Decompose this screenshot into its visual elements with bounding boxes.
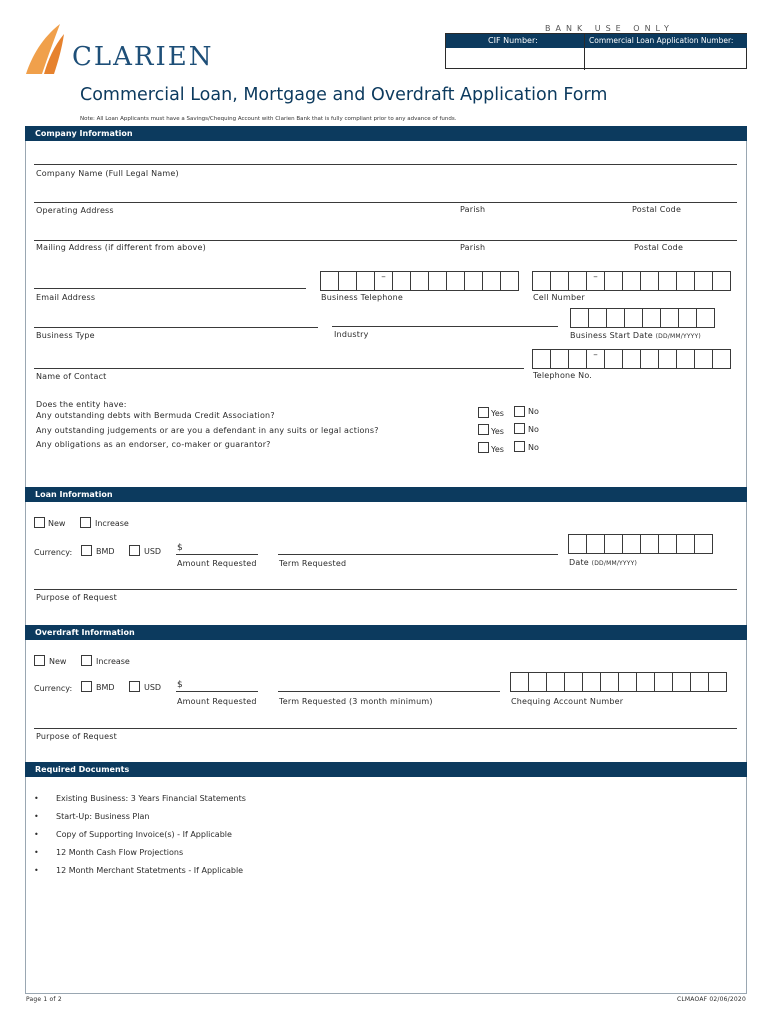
company-name-label: Company Name (Full Legal Name) [36,169,179,178]
brand-name: CLARIEN [72,42,214,72]
document-item-label: Start-Up: Business Plan [56,812,150,821]
bank-use-header: BANK USE ONLY [545,24,674,33]
document-item [34,794,246,803]
document-item-label: Existing Business: 3 Years Financial Statements [56,794,246,803]
document-item-label: 12 Month Merchant Statetments - If Applicable [56,866,244,875]
loan-date-format: (DD/MM/YYYY) [591,560,638,567]
name-of-contact-field[interactable] [34,368,524,369]
loan-dollar-sign: $ [177,543,183,553]
business-telephone-boxes[interactable] [320,271,519,291]
q1-yes-checkbox[interactable] [478,407,489,418]
application-number-label: Commercial Loan Application Number: [589,36,734,45]
email-field[interactable] [34,288,306,289]
business-type-label: Business Type [36,331,95,340]
chequing-account-boxes[interactable] [510,672,727,692]
telephone-dash: – [593,350,598,360]
telephone-no-boxes[interactable] [532,349,731,369]
application-number-field[interactable] [586,49,746,68]
operating-address-label: Operating Address [36,206,114,215]
business-start-date-label [570,331,701,340]
loan-date-label [569,558,637,567]
overdraft-amount-label: Amount Requested [177,697,257,706]
business-telephone-label: Business Telephone [321,293,404,302]
cell-number-boxes[interactable] [532,271,731,291]
q2-yes-checkbox[interactable] [478,424,489,435]
overdraft-purpose-label: Purpose of Request [36,732,117,741]
loan-date-boxes[interactable] [568,534,713,554]
business-type-field[interactable] [34,327,318,328]
q2-yes-label: Yes [491,427,504,436]
postal-code-label-1: Postal Code [632,205,682,214]
bullet: • [34,812,39,821]
loan-info-frame [25,502,747,625]
q1-no-checkbox[interactable] [514,406,525,417]
loan-term-field[interactable] [278,554,558,555]
overdraft-increase-label: Increase [96,657,130,666]
cell-number-label: Cell Number [533,293,585,302]
loan-currency-label: Currency: [34,548,73,557]
postal-code-label-2: Postal Code [634,243,684,252]
document-item [34,812,149,821]
company-name-field[interactable] [34,164,737,165]
name-of-contact-label: Name of Contact [36,372,107,381]
chequing-account-label: Chequing Account Number [511,697,624,706]
loan-purpose-field[interactable] [34,589,737,590]
bullet: • [34,848,39,857]
question-obligations: Any obligations as an endorser, co-maker or guarantor? [36,440,271,449]
q2-no-label: No [528,425,539,434]
business-start-date-format: (DD/MM/YYYY) [655,333,701,340]
document-item [34,866,243,875]
loan-new-checkbox[interactable] [34,517,45,528]
bullet: • [34,830,39,839]
q3-no-checkbox[interactable] [514,441,525,452]
required-documents-header: Required Documents [25,762,747,777]
overdraft-dollar-sign: $ [177,680,183,690]
q3-no-label: No [528,443,539,452]
overdraft-info-header: Overdraft Information [25,625,747,640]
overdraft-bmd-label: BMD [96,683,115,692]
business-start-date-text: Business Start Date [570,331,653,340]
overdraft-purpose-field[interactable] [34,728,737,729]
sail-logo-icon [22,22,66,78]
question-debts: Any outstanding debts with Bermuda Credit Association? [36,411,275,420]
company-info-header: Company Information [25,126,747,141]
clarien-logo [22,22,234,80]
overdraft-term-label: Term Requested (3 month minimum) [279,697,433,706]
cif-number-label: CIF Number: [488,36,538,45]
q2-no-checkbox[interactable] [514,423,525,434]
loan-info-header: Loan Information [25,487,747,502]
overdraft-bmd-checkbox[interactable] [81,681,92,692]
loan-bmd-label: BMD [96,547,115,556]
operating-address-field[interactable] [34,202,737,203]
overdraft-increase-checkbox[interactable] [81,655,92,666]
loan-date-text: Date [569,558,589,567]
note-text: Note: All Loan Applicants must have a Savings/Chequing Account with Clarien Bank that is fully compliant prior to any advance of funds. [80,116,457,122]
page-title: Commercial Loan, Mortgage and Overdraft Application Form [80,85,608,105]
loan-bmd-checkbox[interactable] [81,545,92,556]
parish-label-1: Parish [460,205,486,214]
q1-yes-label: Yes [491,409,504,418]
document-item [34,830,232,839]
overdraft-term-field[interactable] [278,691,500,692]
loan-purpose-label: Purpose of Request [36,593,117,602]
email-label: Email Address [36,293,96,302]
overdraft-new-label: New [49,657,67,666]
page-number: Page 1 of 2 [26,996,62,1003]
mailing-address-field[interactable] [34,240,737,241]
overdraft-amount-field[interactable] [176,691,258,692]
overdraft-usd-label: USD [144,683,162,692]
loan-amount-field[interactable] [176,554,258,555]
industry-label: Industry [334,330,369,339]
overdraft-usd-checkbox[interactable] [129,681,140,692]
loan-term-label: Term Requested [279,559,347,568]
form-code: CLMAOAF 02/06/2020 [677,996,746,1003]
loan-new-label: New [48,519,66,528]
document-item-label: 12 Month Cash Flow Projections [56,848,184,857]
q1-no-label: No [528,407,539,416]
bullet: • [34,866,39,875]
loan-amount-label: Amount Requested [177,559,257,568]
bank-use-box [445,33,747,69]
document-item-label: Copy of Supporting Invoice(s) - If Applicable [56,830,232,839]
overdraft-new-checkbox[interactable] [34,655,45,666]
question-judgements: Any outstanding judgements or are you a defendant in any suits or legal actions? [36,426,379,435]
does-entity-label: Does the entity have: [36,400,127,409]
required-documents-frame [25,777,747,994]
overdraft-currency-label: Currency: [34,684,73,693]
cell-dash: – [593,272,598,282]
loan-increase-label: Increase [95,519,129,528]
mailing-address-label: Mailing Address (if different from above) [36,243,206,252]
telephone-no-label: Telephone No. [533,371,593,380]
phone-dash: – [381,272,386,282]
loan-usd-label: USD [144,547,162,556]
q3-yes-label: Yes [491,445,504,454]
business-start-date-boxes[interactable] [570,308,715,328]
cif-number-field[interactable] [447,49,583,68]
loan-increase-checkbox[interactable] [80,517,91,528]
document-item [34,848,183,857]
q3-yes-checkbox[interactable] [478,442,489,453]
industry-field[interactable] [332,326,558,327]
parish-label-2: Parish [460,243,486,252]
bullet: • [34,794,39,803]
loan-usd-checkbox[interactable] [129,545,140,556]
